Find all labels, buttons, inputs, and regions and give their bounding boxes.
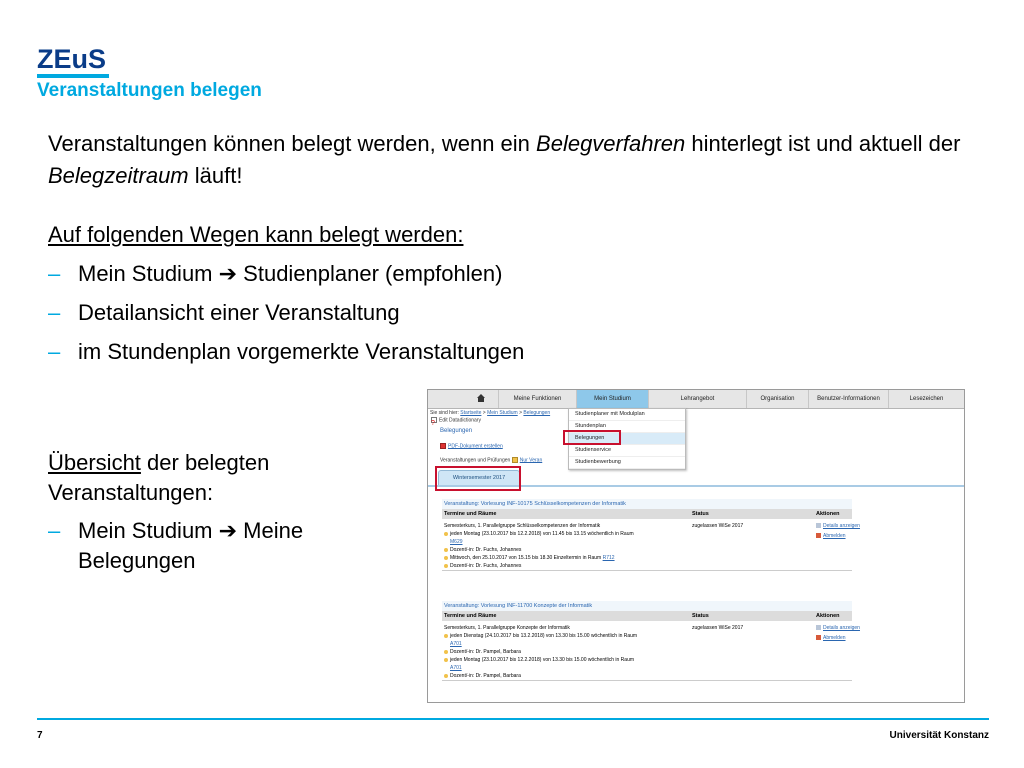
menu-item-studienservice[interactable]: Studienservice	[569, 445, 685, 457]
course-group: Semesterkurs, 1. Parallelgruppe Schlüsselkompetenzen der Informatik	[444, 523, 601, 529]
room-link[interactable]: M629	[450, 539, 463, 545]
course-dates	[442, 522, 692, 570]
course-actions	[816, 522, 860, 570]
course-date-line	[444, 656, 692, 664]
list-item-text: Mein Studium	[78, 261, 219, 286]
date-icon	[444, 634, 448, 638]
column-header-termine: Termine und Räume	[444, 613, 497, 619]
person-icon	[444, 674, 448, 678]
breadcrumb-mein-studium[interactable]: Mein Studium	[487, 410, 518, 416]
course-dozent	[444, 562, 692, 570]
person-icon	[444, 548, 448, 552]
breadcrumb-separator: >	[481, 410, 488, 416]
bullet-dash: –	[48, 518, 61, 543]
intro-em-belegzeitraum: Belegzeitraum	[48, 163, 189, 188]
table-header	[442, 611, 852, 621]
slide-title: ZEuS	[37, 44, 107, 74]
bullet-dash: –	[48, 300, 61, 325]
course-dozent	[444, 672, 692, 680]
abmelden-icon	[816, 533, 821, 538]
overview-heading-rest: der belegten Veranstaltungen:	[48, 450, 270, 505]
filter-nur-veran[interactable]: Nur Veran	[519, 457, 543, 464]
slide-subtitle: Veranstaltungen belegen	[37, 80, 262, 101]
room-link[interactable]: R712	[602, 555, 615, 561]
column-header-termine: Termine und Räume	[444, 511, 497, 517]
course-dozent	[444, 648, 692, 656]
overview-heading	[48, 448, 408, 508]
room-link[interactable]: A701	[450, 665, 462, 671]
date-icon	[444, 532, 448, 536]
highlight-box-semester-tab	[435, 466, 521, 491]
details-link[interactable]	[816, 624, 860, 632]
home-icon[interactable]	[476, 393, 486, 403]
breadcrumb	[430, 410, 550, 416]
abmelden-icon	[816, 635, 821, 640]
intro-part2: hinterlegt ist und aktuell der	[685, 131, 961, 156]
person-icon	[444, 564, 448, 568]
date-icon	[444, 556, 448, 560]
nav-mein-studium[interactable]: Mein Studium	[576, 390, 648, 408]
course-room	[444, 640, 692, 648]
menu-item-studienbewerbung[interactable]: Studienbewerbung	[569, 457, 685, 469]
table-row	[442, 621, 860, 681]
nav-lehrangebot[interactable]: Lehrangebot	[648, 390, 746, 408]
course-dozent-text: Dozent/-in: Dr. Pampel, Barbara	[450, 673, 521, 679]
nav-organisation[interactable]: Organisation	[746, 390, 808, 408]
column-header-status: Status	[692, 613, 709, 619]
course-date-line	[444, 554, 692, 562]
details-label: Details anzeigen	[823, 625, 860, 631]
date-icon	[444, 658, 448, 662]
page-heading-belegungen: Belegungen	[440, 428, 473, 434]
details-label: Details anzeigen	[823, 523, 860, 529]
course-dates	[442, 624, 692, 680]
person-icon	[444, 650, 448, 654]
list-item	[48, 298, 524, 337]
intro-part3: läuft!	[188, 163, 243, 188]
course-status: zugelassen WiSe 2017	[692, 523, 744, 529]
footer-institution: Universität Konstanz	[889, 730, 989, 741]
breadcrumb-belegungen[interactable]: Belegungen	[523, 410, 551, 416]
overview-list	[48, 516, 388, 576]
menu-item-belegungen[interactable]: Belegungen	[569, 433, 685, 445]
abmelden-label: Abmelden	[823, 635, 846, 641]
nav-benutzer-informationen[interactable]: Benutzer-Informationen	[808, 390, 888, 408]
edit-datadictionary[interactable]	[431, 417, 481, 423]
pdf-link-label: PDF-Dokument erstellen	[448, 443, 503, 450]
list-item	[48, 337, 524, 376]
tab-wintersemester[interactable]: Wintersemester 2017	[438, 470, 520, 486]
intro-text	[48, 128, 968, 192]
list-item	[48, 259, 524, 298]
column-header-aktionen: Aktionen	[816, 511, 840, 517]
menu-item-stundenplan[interactable]: Stundenplan	[569, 421, 685, 433]
list-item-text: im Stundenplan vorgemerkte Veranstaltungen	[78, 339, 525, 364]
abmelden-link[interactable]	[816, 532, 852, 540]
pdf-icon	[440, 443, 446, 449]
course-date-line	[444, 530, 692, 538]
details-icon	[816, 625, 821, 630]
column-header-status: Status	[692, 511, 709, 517]
bullet-dash: –	[48, 339, 61, 364]
course-title: Veranstaltung: Vorlesung INF-10175 Schlüsselkompetenzen der Informatik	[442, 499, 852, 509]
course-group: Semesterkurs, 1. Parallelgruppe Konzepte der Informatik	[444, 625, 570, 631]
course-room	[444, 664, 692, 672]
table-row	[442, 519, 860, 571]
filter-row	[440, 457, 542, 463]
course-date-text: jeden Montag (23.10.2017 bis 12.2.2018) von 13.30 bis 15.00 wöchentlich in Raum	[450, 657, 635, 663]
nav-lesezeichen[interactable]: Lesezeichen	[888, 390, 964, 408]
table-header	[442, 509, 852, 519]
list-item-text: Meine Belegungen	[78, 518, 304, 573]
abmelden-label: Abmelden	[823, 533, 846, 539]
room-link[interactable]: A701	[450, 641, 462, 647]
nav-meine-funktionen[interactable]: Meine Funktionen	[498, 390, 576, 408]
abmelden-link[interactable]	[816, 634, 852, 642]
arrow-icon: ➔	[218, 261, 238, 286]
course-dozent-text: Dozent/-in: Dr. Fuchs, Johannes	[450, 563, 522, 569]
list-item-text: Studienplaner (empfohlen)	[237, 261, 503, 286]
course-date-text: jeden Dienstag (24.10.2017 bis 13.2.2018) von 13.30 bis 15.00 wöchentlich in Raum	[450, 633, 638, 639]
course-date-text: Mittwoch, den 25.10.2017 von 15.15 bis 18.30 Einzeltermin in Raum	[450, 555, 603, 561]
course-status: zugelassen WiSe 2017	[692, 625, 744, 631]
edit-datadictionary-label: Edit Datadictionary	[439, 417, 481, 424]
footer-divider	[37, 718, 989, 720]
zeus-screenshot	[427, 389, 965, 703]
course-dozent-text: Dozent/-in: Dr. Pampel, Barbara	[450, 649, 521, 655]
menu-item-studienplaner[interactable]: Studienplaner mit Modulplan	[569, 409, 685, 421]
course-dozent-text: Dozent/-in: Dr. Fuchs, Johannes	[450, 547, 522, 553]
arrow-icon: ➔	[218, 518, 238, 543]
ways-list	[48, 259, 524, 376]
list-item-text: Detailansicht einer Veranstaltung	[78, 300, 400, 325]
list-item	[48, 516, 388, 576]
help-icon[interactable]: ?	[431, 420, 435, 427]
intro-part1: Veranstaltungen können belegt werden, wenn ein	[48, 131, 537, 156]
filter-label: Veranstaltungen und Prüfungen	[440, 457, 511, 464]
details-link[interactable]	[816, 522, 860, 530]
breadcrumb-prefix: Sie sind hier:	[430, 410, 461, 416]
column-header-aktionen: Aktionen	[816, 613, 840, 619]
course-date-text: jeden Montag (23.10.2017 bis 12.2.2018) von 11.45 bis 13.15 wöchentlich in Raum	[450, 531, 634, 537]
breadcrumb-startseite[interactable]: Startseite	[460, 410, 482, 416]
course-dozent	[444, 546, 692, 554]
intro-em-belegverfahren: Belegverfahren	[536, 131, 686, 156]
top-nav	[428, 390, 964, 409]
title-underline	[37, 74, 109, 78]
overview-heading-underlined: Übersicht	[48, 450, 141, 475]
highlight-box-belegungen	[563, 430, 621, 445]
breadcrumb-separator: >	[517, 410, 524, 416]
filter-icon	[512, 457, 518, 463]
bullet-dash: –	[48, 261, 61, 286]
course-block-2	[442, 601, 860, 681]
details-icon	[816, 523, 821, 528]
page-number: 7	[37, 730, 43, 741]
list-item-text: Mein Studium	[78, 518, 219, 543]
pdf-link[interactable]	[440, 443, 503, 449]
course-block-1	[442, 499, 860, 571]
course-actions	[816, 624, 860, 680]
ways-heading: Auf folgenden Wegen kann belegt werden:	[48, 222, 464, 247]
course-date-line	[444, 632, 692, 640]
course-room	[444, 538, 692, 546]
course-title: Veranstaltung: Vorlesung INF-11700 Konzepte der Informatik	[442, 601, 852, 611]
